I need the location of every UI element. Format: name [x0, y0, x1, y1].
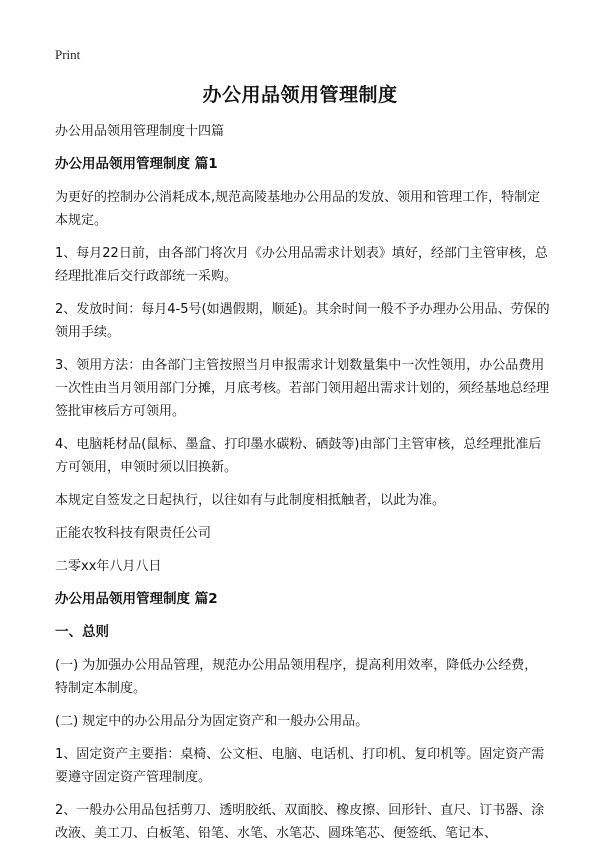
- document-subtitle: 办公用品领用管理制度十四篇: [55, 124, 225, 139]
- paragraph: 3、领用方法：由各部门主管按照当月申报需求计划数量集中一次性领用，办公品费用一次性由当月领用部门分摊，月底考核。若部门领用超出需求计划的，须经基地总经理签批审核后方可领用。: [55, 358, 550, 419]
- document-body: [55, 120, 550, 855]
- paragraph: 2、一般办公用品包括剪刀、透明胶纸、双面胶、橡皮擦、回形针、直尺、订书器、涂改液、美工刀、白板笔、铅笔、水笔、水笔芯、圆珠笔芯、便签纸、笔记本、: [55, 803, 545, 841]
- paragraph: 1、固定资产主要指：桌椅、公文柜、电脑、电话机、打印机、复印机等。固定资产需要遵守固定资产管理制度。: [55, 747, 545, 785]
- section-heading-2: 办公用品领用管理制度 篇2: [55, 591, 218, 607]
- paragraph: 本规定自签发之日起执行，以往如有与此制度相抵触者，以此为准。: [55, 493, 446, 508]
- paragraph: (二) 规定中的办公用品分为固定资产和一般办公用品。: [55, 714, 369, 729]
- paragraph: 2、发放时间：每月4-5号(如遇假期，顺延)。其余时间一般不予办理办公用品、劳保的领用手续。: [55, 302, 550, 340]
- paragraph: 1、每月22日前，由各部门将次月《办公用品需求计划表》填好，经部门主管审核，总经理批准后交行政部统一采购。: [55, 246, 548, 284]
- document-title: 办公用品领用管理制度: [202, 84, 398, 106]
- section-heading-1: 办公用品领用管理制度 篇1: [55, 156, 218, 172]
- company-name: 正能农牧科技有限责任公司: [55, 526, 212, 541]
- paragraph: (一) 为加强办公用品管理，规范办公用品领用程序，提高利用效率，降低办公经费，特制定本制度。: [55, 658, 538, 696]
- paragraph: 为更好的控制办公消耗成本,规范高陵基地办公用品的发放、领用和管理工作，特制定本规定。: [55, 190, 541, 228]
- paragraph: 4、电脑耗材品(鼠标、墨盒、打印墨水碳粉、硒鼓等)由部门主管审核，总经理批准后方可领用，申领时须以旧换新。: [55, 437, 542, 475]
- section-subheading: 一、总则: [55, 624, 109, 640]
- print-link[interactable]: Print: [55, 47, 81, 62]
- document-date: 二零xx年八月八日: [55, 559, 162, 574]
